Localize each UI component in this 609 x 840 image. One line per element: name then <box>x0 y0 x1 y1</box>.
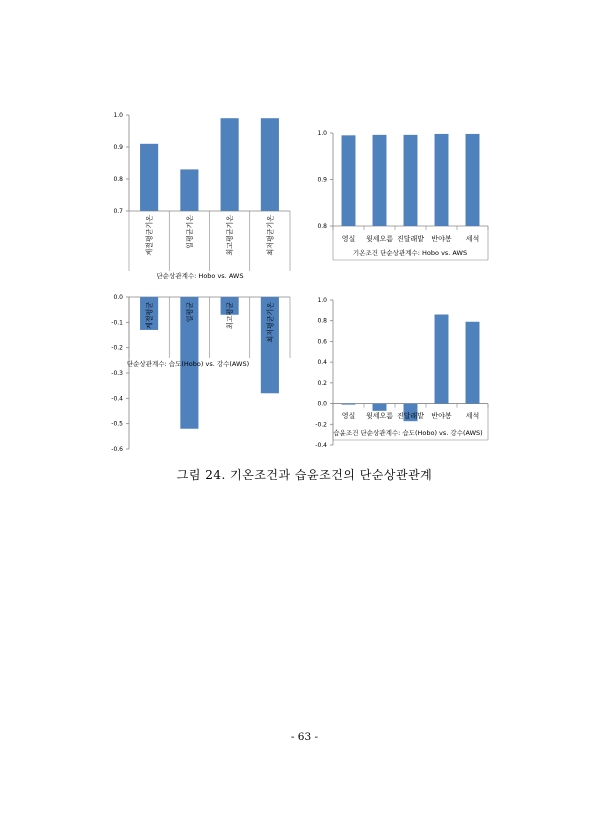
bar <box>342 135 356 226</box>
chart-humidity-sites-svg <box>300 290 500 455</box>
category-label: 진달래밭 <box>396 412 425 420</box>
chart-air-temperature-variables-svg <box>100 105 300 285</box>
chart-title: 단순상관계수: 습도(Hobo) vs. 강수(AWS) <box>126 360 250 368</box>
y-tick-label: -0.2 <box>315 421 327 429</box>
page-number: - 63 - <box>290 731 319 743</box>
category-label: 반야봉 <box>431 235 452 243</box>
category-label: 윗세오름 <box>365 412 394 420</box>
category-label: 계절평균기온 <box>145 215 154 256</box>
y-tick-label: -0.2 <box>111 344 123 352</box>
category-label: 진달래밭 <box>396 235 425 243</box>
category-label: 일평균 <box>185 302 194 323</box>
category-label: 일평균기온 <box>185 215 194 249</box>
bar <box>221 118 239 211</box>
bar <box>435 134 449 226</box>
chart-title: 습윤조건 단순상관계수: 습도(Hobo) vs. 강수(AWS) <box>333 429 483 437</box>
bar <box>342 404 356 405</box>
y-tick-label: 0.8 <box>113 176 123 183</box>
y-tick-label: 0.6 <box>317 338 327 346</box>
chart-title: 단순상관계수: Hobo vs. AWS <box>156 272 244 280</box>
category-label: 영실 <box>341 235 356 243</box>
y-tick-label: -0.4 <box>111 395 123 403</box>
chart-title: 기온조건 단순상관계수: Hobo vs. AWS <box>352 249 468 257</box>
y-tick-label: -0.1 <box>111 319 123 327</box>
y-tick-label: -0.4 <box>315 442 327 449</box>
chart-humidity-sites <box>300 290 500 455</box>
y-tick-label: 0.0 <box>113 294 123 301</box>
chart-air-temperature-sites-svg <box>300 120 500 270</box>
y-tick-label: -0.3 <box>111 370 123 377</box>
category-label: 최저평균기온 <box>266 302 275 343</box>
chart-humidity-variables <box>100 288 300 458</box>
category-label: 최저평균기온 <box>266 215 275 256</box>
bar <box>140 144 158 211</box>
y-tick-label: 0.8 <box>317 223 327 230</box>
y-tick-label: -0.6 <box>111 446 123 453</box>
category-label: 계절평균 <box>145 302 154 330</box>
y-tick-label: 0.0 <box>317 400 327 408</box>
y-tick-label: 0.2 <box>317 379 327 387</box>
bar <box>466 134 480 226</box>
chart-air-temperature-sites <box>300 120 500 270</box>
y-tick-label: 1.0 <box>113 112 123 119</box>
bar <box>435 315 449 404</box>
bar <box>261 118 279 211</box>
y-tick-label: 1.0 <box>317 297 327 304</box>
chart-humidity-variables-svg <box>100 288 300 458</box>
y-tick-label: 0.8 <box>317 317 327 325</box>
category-label: 세석 <box>465 235 480 243</box>
category-label: 세석 <box>465 412 480 420</box>
figure-caption: 그림 24. 기온조건과 습윤조건의 단순상관관계 <box>176 468 433 482</box>
category-label: 윗세오름 <box>365 235 394 243</box>
category-label: 영실 <box>341 412 356 420</box>
bar <box>180 169 198 211</box>
chart-air-temperature-variables <box>100 105 300 285</box>
bar <box>466 322 480 404</box>
category-label: 반야봉 <box>431 412 452 420</box>
y-tick-label: 0.9 <box>113 144 123 151</box>
category-label: 최고평균 <box>226 302 235 330</box>
y-tick-label: -0.5 <box>111 420 123 428</box>
y-tick-label: 0.4 <box>317 359 327 367</box>
bar <box>373 404 387 411</box>
y-tick-label: 0.9 <box>317 176 327 184</box>
bar <box>404 135 418 226</box>
y-tick-label: 0.7 <box>113 208 123 215</box>
category-label: 최고평균기온 <box>226 215 235 256</box>
y-tick-label: 1.0 <box>317 130 327 137</box>
bar <box>373 135 387 226</box>
